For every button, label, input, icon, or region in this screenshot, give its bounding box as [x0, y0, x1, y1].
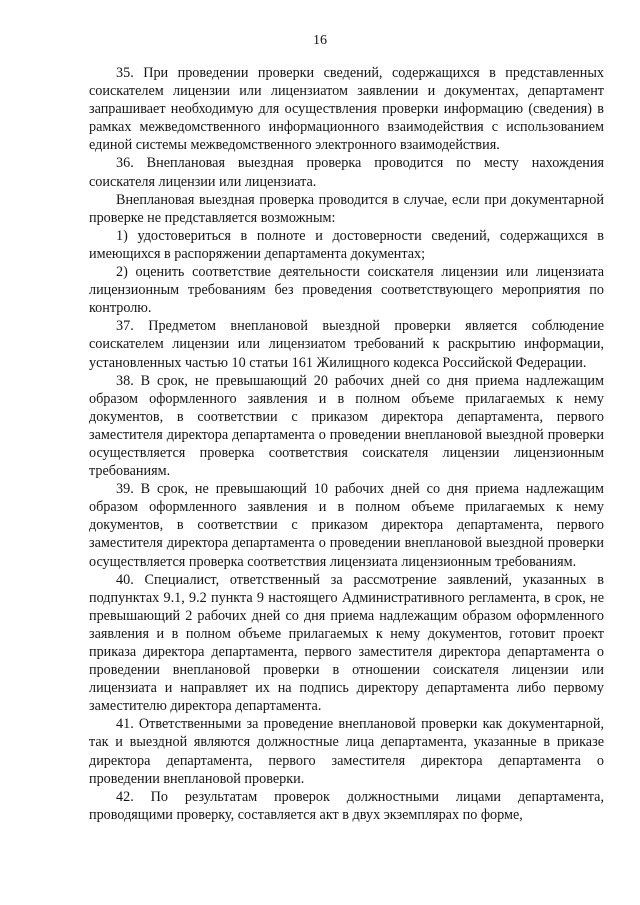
paragraph-35: 35. При проведении проверки сведений, содержащихся в представленных соискателем лицензии или лицензиатом заявлении и документах, департамент запрашивает необходимую для осуществления проверки информацию (сведения) в рамках межведомственного информационного взаимодействия с использованием единой системы межведомственного электронного взаимодействия. [89, 65, 604, 154]
paragraph-36: 36. Внеплановая выездная проверка проводится по месту нахождения соискателя лицензии или лицензиата. [89, 155, 604, 190]
paragraph-36-item-2: 2) оценить соответствие деятельности соискателя лицензии или лицензиата лицензионным требованиям без проведения соответствующего мероприятия по контролю. [89, 264, 604, 317]
paragraph-36-unscheduled-check: Внеплановая выездная проверка проводится в случае, если при документарной проверке не представляется возможным: [89, 191, 604, 226]
paragraph-37: 37. Предметом внеплановой выездной проверки является соблюдение соискателем лицензии или лицензиатом требований к раскрытию информации, установленных частью 10 статьи 161 Жилищного кодекса Российской Федерации. [89, 318, 604, 371]
paragraph-41: 41. Ответственными за проведение внеплановой проверки как документарной, так и выездной являются должностные лица департамента, указанные в приказе директора департамента, первого заместителя директора департамента о проведении внеплановой проверки. [89, 716, 604, 787]
paragraph-38: 38. В срок, не превышающий 20 рабочих дней со дня приема надлежащим образом оформленного заявления и в полном объеме прилагаемых к нему документов, в соответствии с приказом директора департамента, первого заместителя директора департамента о проведении внеплановой выездной проверки осуществляется проверка соответствия соискателя лицензии лицензионным требованиям. [89, 372, 604, 480]
paragraph-36-item-1: 1) удостовериться в полноте и достоверности сведений, содержащихся в имеющихся в распоряжении департамента документах; [89, 227, 604, 262]
paragraph-40: 40. Специалист, ответственный за рассмотрение заявлений, указанных в подпунктах 9.1, 9.2 пункта 9 настоящего Административного регламента, в срок, не превышающий 2 рабочих дней со дня приема надлежащим образом оформленного заявления и в полном объеме прилагаемых к нему документов, готовит проект приказа директора департамента, первого заместителя директора департамента о проведении внеплановой проверки в отношении соискателя лицензии или лицензиата и направляет их на подпись директору департамента либо первому заместителю директора департамента. [89, 571, 604, 715]
page-number: 16 [313, 33, 327, 48]
paragraph-39: 39. В срок, не превышающий 10 рабочих дней со дня приема надлежащим образом оформленного заявления и в полном объеме прилагаемых к нему документов, в соответствии с приказом директора департамента, первого заместителя директора департамента о проведении внеплановой выездной проверки осуществляется проверка соответствия лицензиата лицензионным требованиям. [89, 481, 604, 570]
paragraph-42: 42. По результатам проверок должностными лицами департамента, проводящими проверку, составляется акт в двух экземплярах по форме, [89, 788, 604, 823]
document-body [89, 64, 604, 824]
